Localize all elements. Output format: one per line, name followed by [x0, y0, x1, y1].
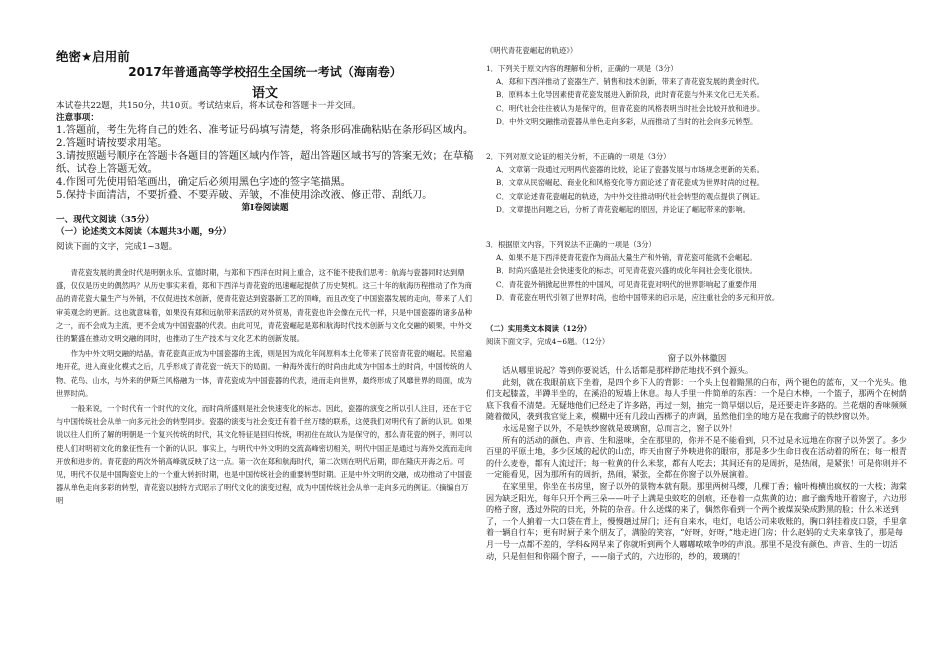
notice-5: 5.保持卡面清洁，不要折叠、不要弄破、弄皱，不准使用涂改液、修正带、刮纸刀。	[56, 190, 433, 201]
section-2-block	[486, 322, 908, 348]
exam-title: 2017年普通高等学校招生全国统一考试（海南卷）	[128, 65, 402, 79]
right-column	[486, 0, 908, 672]
question-2-option-d: D．文章提出问题之后，分析了青花瓷崛起的原因，并论证了崛起带来的影响。	[496, 204, 750, 214]
story-paragraph-4: 所有的活动的颜色、声音、生和滋味，全在那里的，你并不是不能看到，只不过是永远地在你窗子以外罢了。多少百里的平原土地，多少区域的起伏的山峦，昨天由窗子外映进你的眼帘，那是多少生命日夜在活动着的所在；每一根青的什么麦卷，都有人流过汗；每一粒黄的什么米浆，都有人吃去；其间还有的是周折，是热闹，是紧张！可是你则并不一定能看见，因为那所有的周折，热闹，紧张，全都在你窗子以外展演着。	[486, 434, 907, 480]
question-1-stem: 1．下列关于原文内容的理解和分析，正确的一项是（3分）	[486, 64, 678, 73]
source-citation: 《明代青花瓷崛起的轨迹》）	[486, 46, 578, 55]
instructions-block	[56, 100, 474, 253]
section-1a-heading: （一）论述类文本阅读（本题共3小题，9分）	[56, 227, 232, 237]
question-3-option-d: D．青花瓷在明代引领了世界时尚，也给中国带来的启示是，应注重社会的多元和开放。	[496, 292, 780, 302]
question-3-option-a: A．如果不是下西洋使青花瓷作为商品大量生产和外销，青花瓷可能就不会崛起。	[496, 253, 757, 263]
subject-title: 语文	[251, 86, 278, 101]
passage-paragraph-3: 一般来说，一个时代有一个时代的文化，而时尚所盛则是社会快速变化的标志。因此，瓷器的演变之所以引人注目，还在于它与中国传统社会从单一向多元社会的转型同步。瓷器的演变与社会变迁有着千丝万缕的联系，这使我们对明代有了新的认识。如果说以往人们所了解的明朝是一个复兴传统的时代，其文化特征是回归传统，明初住在故认为是保守的，那么青花瓷的例子，则可以使人们对明初文化的象征性有一个新的认识。事实上，与明代中外文明的交流高峰密切相关，明代中国正是通过与海外交流而走向开放和进步的。青花瓷的两次外销高峰就反映了这一点。第一次在郑和航海时代，第二次则在明代后期，即在隆庆开海之后。可见，明代不仅是中国陶瓷史上的一个重大转折时期，也是中国传统社会的重要转型时期。正是中外文明的交融，成功推动了中国瓷器从单色走向多彩的转型，青花瓷以独特方式昭示了明代文化的演变过程，成为中国传统社会从单一走向多元的例证。（摘编自万明	[56, 404, 472, 506]
confidential-mark: 绝密★启用前	[56, 49, 130, 64]
question-3-option-b: B．时尚兴盛是社会快速变化的标志，可见青花瓷兴盛的成化年间社会变化很快。	[496, 266, 757, 276]
part-heading: 第Ⅰ卷阅读题	[241, 203, 289, 213]
question-block-3	[486, 238, 908, 304]
question-2-option-b: B．文章从民窑崛起、商业化和风格变化等方面论述了青花瓷成为世界时尚的过程。	[496, 178, 765, 188]
question-1-option-c: C．明代社会往往被认为是保守的，但青花瓷的风格表明当时社会比较开放和进步。	[496, 103, 765, 113]
story-title: 窗子以外林徽因	[667, 353, 727, 363]
left-column	[56, 0, 474, 672]
question-3-stem: 3．根据原文内容，下列说法不正确的一项是（3分）	[486, 240, 656, 249]
notice-heading: 注意事项：	[56, 113, 99, 123]
notice-3: 3.请按照题号顺序在答题卡各题目的答题区域内作答，超出答题区域书写的答案无效；在草稿纸、试卷上答题无效。	[56, 151, 474, 175]
notice-1: 1.答题前，考生先将自己的姓名、准考证号码填写清楚，将条形码准确粘贴在条形码区域内。	[56, 125, 474, 136]
passage-paragraph-1: 青花瓷发展的黄金时代是明朝永乐、宣德时期，与郑和下西洋在时间上重合，这不能不使我们思考：航海与瓷器同时达到鼎盛，仅仅是历史的偶然吗？从历史事实来看，郑和下西洋与青花瓷的迅速崛起提供了历史契机。这三十年的航海历程推动了作为商品的青花瓷大量生产与外销，不仅促进技术创新，使青花瓷达到瓷器新工艺的顶峰，而且改变了中国瓷器发展的走向，带来了人们审美观念的更新。这也就意味着，如果没有郑和远航带来活跃的对外贸易，青花瓷也许会像在元代一样，只是中国瓷器的诸多品种之一，而不会成为主流，更不会成为中国瓷器的代表。由此可见，青花瓷崛起是郑和航海时代技术创新与文化交融的硕果，中外交往的繁盛在推动文明交融的同时，也推动了生产技术与文化艺术的创新发展。	[56, 268, 472, 344]
question-2-option-c: C．文章论述青花瓷崛起的轨迹，为中外交往推动明代社会转型的观点提供了例证。	[496, 191, 765, 201]
question-block-2	[486, 150, 908, 216]
story-paragraph-2: 此刻，就在我眼前底下坐着，是四个乡下人的背影：一个头上包着黯黑的白布，两个褪色的蓝布，又一个光头。他们支起膝盖，半蹲半坐的，在溪沿的短墙上休息。每人手里一件简单的东西：一个是白木棒，一个篮子，那两个在树荫底下我看不清楚。无疑地他们已经走了许多路，再过一刻，抽完一筒旱烟以后，是还要走许多路的。兰花烟的香味频频随着微风，袭到我官觉上来，模糊中还有几段山西梆子的声调，虽然他们坐的地方是在我廊子的铁纱窗以外。	[486, 376, 907, 422]
passage-block	[56, 266, 474, 508]
exam-intro: 本试卷共22题，共150分，共10页。考试结束后，将本试卷和答题卡一并交回。	[56, 101, 361, 111]
notice-4: 4.作图可先使用铅笔画出，确定后必须用黑色字迹的签字笔描黑。	[56, 177, 351, 188]
passage-paragraph-2: 作为中外文明交融的结晶，青花瓷真正成为中国瓷器的主流，则是因为成化年间原料本土化带来了民窑青花瓷的崛起。民窑遍地开花，进入商业化模式之后，几乎形成了青花瓷一统天下的局面。一种海外流行的时尚由此成为中国本土的时尚，中国传统的人物、花鸟、山水，与外来的伊斯兰风格融为一体，青花瓷成为中国瓷器的代表，进而走向世界，最终形成了风靡世界的局面，成为世界时尚。	[56, 349, 472, 398]
question-block-1	[486, 62, 908, 128]
question-2-option-a: A．文章第一段通过元明两代瓷器的比较，论证了瓷器发展与市场规念更新的关系。	[496, 165, 764, 175]
story-paragraph-1: 话从哪里说起？等到你要说话，什么话都是那样渺茫地找不到个源头。	[502, 365, 754, 375]
story-block	[486, 365, 908, 562]
question-3-option-c: C．青花瓷外销掀起世界性的中国风，可见青花瓷对明代的世界影响起了重要作用	[496, 279, 757, 289]
reading-prompt: 阅读下面的文字，完成1~3题。	[56, 242, 178, 252]
story-paragraph-5: 在家里里，你坐在书房里，窗子以外的景物本就有限。那里两树马缨，几棵丁香；榆叶梅横出疯权的一大枝；海棠因为缺乏阳光，每年只开个两三朵——叶子上满是虫蚊吃的创痕，还卷着一点焦黄的边；廊子幽秀地开着窗子，六边形的格子窗，透过外院的日光，外院的杂音。什么送煤的来了，偶然你看到一个两个被煤炭染成黔黑的脸；什么米送到了，一个人掮着一大口袋在背上，慢慢趟过屏门；还有自来水，电灯，电话公司来收账的，胸口斜挂着皮口袋，手里拿着一辆自行车；更有时厨子来个朋友了，满脸的笑容，“好呀，好呀，”地走进门房；什么赵妈的丈夫来拿钱了，那是每月一号一点都不差的，学科&网早来了你就听到两个人嘟嘟哝哝争吵的声浪。那里不是没有颜色、声音、生的一切活动，只是但但和你隔个窗子，——扇子式的，六边形的，纱的，玻璃的！	[486, 480, 907, 561]
section-1-heading: 一、现代文阅读（35分）	[56, 215, 154, 225]
question-2-stem: 2．下列对原文论证的相关分析，不正确的一项是（3分）	[486, 152, 671, 161]
question-1-option-d: D．中外文明交融推动瓷器从单色走向多彩，从而推动了当时的社会向多元转型。	[496, 116, 758, 126]
reading-prompt-2: 阅读下面文字，完成4~6题。（12分）	[486, 337, 610, 347]
notice-2: 2.答题时请按要求用笔。	[56, 138, 168, 149]
section-2-heading: （二）实用类文本阅读（12分）	[486, 324, 592, 333]
question-1-option-a: A．郑和下西洋推动了瓷器生产、销售和技术创新，带来了青花瓷发展的黄金时代。	[496, 77, 764, 87]
story-paragraph-3: 永远是窗子以外，不是铁纱窗就是玻璃窗，总而言之，窗子以外！	[502, 422, 737, 433]
question-1-option-b: B．原料本土化导因素使青花瓷发展进入新阶段，此时青花瓷与外来文化已无关系。	[496, 90, 765, 100]
